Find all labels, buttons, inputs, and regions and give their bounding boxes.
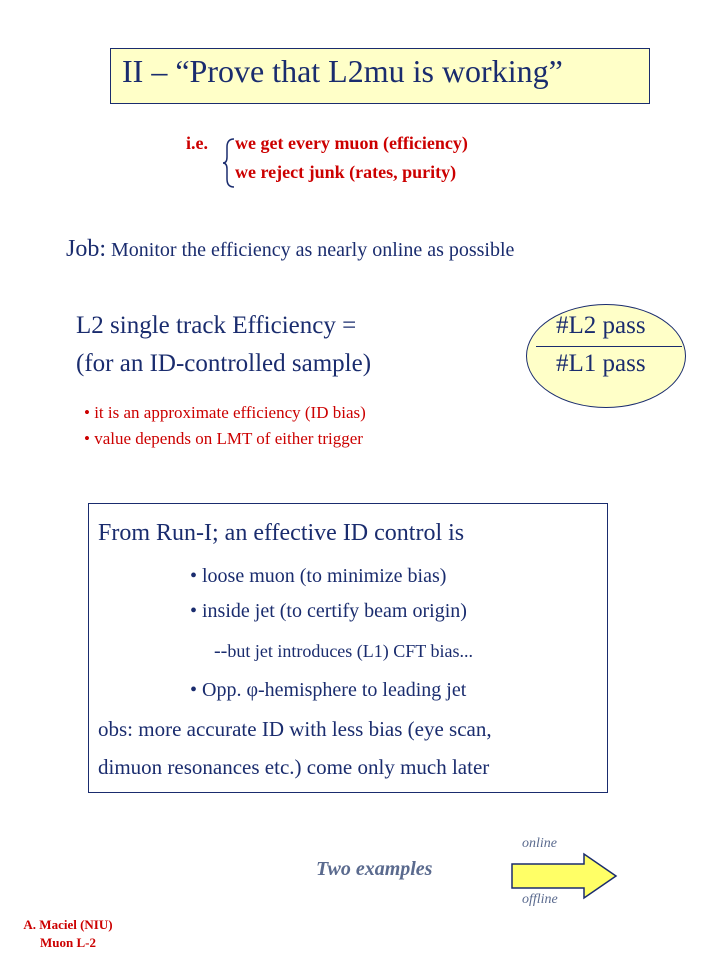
bullet-loose-muon: • loose muon (to minimize bias) bbox=[190, 565, 447, 587]
slide-title: II – “Prove that L2mu is working” bbox=[122, 53, 563, 89]
job-statement bbox=[66, 236, 514, 263]
footer-credit bbox=[12, 916, 124, 952]
ie-efficiency-line: we get every muon (efficiency) bbox=[235, 133, 468, 153]
obs-line-2: dimuon resonances etc.) come only much later bbox=[98, 755, 490, 779]
efficiency-sample: (for an ID-controlled sample) bbox=[76, 350, 372, 377]
online-label: online bbox=[522, 836, 557, 851]
obs-line-1: obs: more accurate ID with less bias (eye scan, bbox=[98, 717, 492, 741]
dash: -- bbox=[214, 640, 228, 662]
ie-rejection-line: we reject junk (rates, purity) bbox=[235, 162, 457, 182]
note-item: • it is an approximate efficiency (ID bias) bbox=[84, 403, 366, 422]
brace-icon bbox=[222, 137, 236, 189]
footer-subject: Muon L-2 bbox=[40, 935, 96, 950]
footer-author: A. Maciel (NIU) bbox=[23, 917, 113, 932]
job-text: Monitor the efficiency as nearly online as possible bbox=[106, 239, 515, 261]
bullet-opp-hemisphere: • Opp. φ-hemisphere to leading jet bbox=[190, 679, 467, 701]
ratio-denominator: #L1 pass bbox=[556, 350, 646, 377]
cft-bias-text: but jet introduces (L1) CFT bias... bbox=[227, 641, 473, 661]
bullet-inside-jet: • inside jet (to certify beam origin) bbox=[190, 600, 467, 622]
bullet-cft-bias bbox=[214, 640, 473, 663]
note-item: • value depends on LMT of either trigger bbox=[84, 429, 363, 448]
job-label: Job: bbox=[66, 236, 107, 262]
efficiency-notes bbox=[84, 400, 366, 452]
ie-prefix: i.e. bbox=[186, 133, 208, 153]
ratio-numerator: #L2 pass bbox=[556, 312, 646, 339]
fraction-bar bbox=[536, 346, 682, 347]
offline-label: offline bbox=[522, 892, 558, 907]
two-examples-label: Two examples bbox=[316, 858, 433, 880]
run-i-heading: From Run-I; an effective ID control is bbox=[98, 520, 465, 546]
efficiency-definition: L2 single track Efficiency = bbox=[76, 312, 357, 339]
